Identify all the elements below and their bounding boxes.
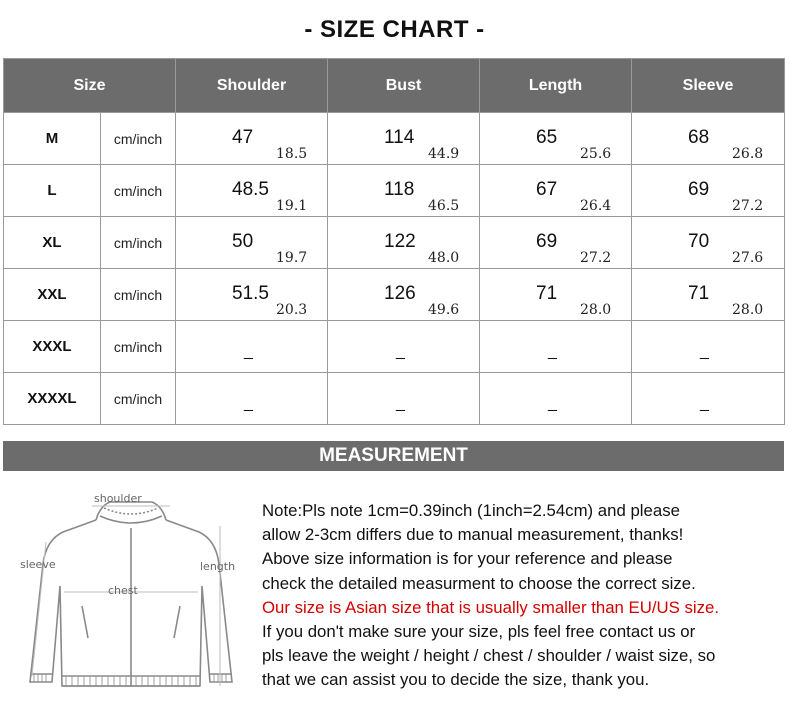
label-sleeve: sleeve bbox=[20, 558, 56, 571]
cm-value: 69 bbox=[688, 179, 710, 200]
table-row bbox=[4, 269, 785, 321]
inch-value: 18.5 bbox=[276, 146, 308, 162]
cm-value: 114 bbox=[384, 127, 415, 148]
bust-cell bbox=[328, 165, 480, 217]
table-row bbox=[4, 165, 785, 217]
page-title: - SIZE CHART - bbox=[304, 16, 485, 43]
length-cell bbox=[480, 321, 632, 373]
empty-value: _ bbox=[396, 343, 405, 360]
inch-value: 28.0 bbox=[732, 302, 764, 318]
cm-value: 65 bbox=[536, 127, 558, 148]
label-shoulder: shoulder bbox=[94, 492, 142, 505]
shoulder-cell bbox=[176, 165, 328, 217]
note-line: allow 2-3cm differs due to manual measurement, thanks! bbox=[262, 525, 684, 545]
inch-value: 44.9 bbox=[428, 146, 460, 162]
sleeve-cell bbox=[632, 269, 785, 321]
label-length: length bbox=[200, 560, 236, 573]
note-line: If you don't make sure your size, pls feel free contact us or bbox=[262, 622, 696, 642]
table-row bbox=[4, 217, 785, 269]
size-label: XXL bbox=[4, 269, 101, 321]
size-label: L bbox=[4, 165, 101, 217]
table-row bbox=[4, 321, 785, 373]
inch-value: 20.3 bbox=[276, 302, 308, 318]
unit-label: cm/inch bbox=[101, 165, 176, 217]
unit-label: cm/inch bbox=[101, 269, 176, 321]
table-row bbox=[4, 113, 785, 165]
unit-label: cm/inch bbox=[101, 113, 176, 165]
size-label: XL bbox=[4, 217, 101, 269]
note-line: that we can assist you to decide the size, thank you. bbox=[262, 670, 650, 690]
inch-value: 26.4 bbox=[580, 198, 612, 214]
inch-value: 48.0 bbox=[428, 250, 460, 266]
empty-value: _ bbox=[548, 343, 557, 360]
empty-value: _ bbox=[396, 395, 405, 412]
inch-value: 27.6 bbox=[732, 250, 764, 266]
sleeve-cell bbox=[632, 113, 785, 165]
size-label: M bbox=[4, 113, 101, 165]
cm-value: 71 bbox=[536, 283, 558, 304]
cm-value: 118 bbox=[384, 179, 415, 200]
cm-value: 71 bbox=[688, 283, 710, 304]
cm-value: 122 bbox=[384, 231, 416, 252]
unit-label: cm/inch bbox=[101, 217, 176, 269]
cm-value: 47 bbox=[232, 127, 254, 148]
bust-cell bbox=[328, 217, 480, 269]
note-line: pls leave the weight / height / chest / shoulder / waist size, so bbox=[262, 646, 716, 666]
asian-size-warning: Our size is Asian size that is usually smaller than EU/US size. bbox=[262, 597, 719, 617]
label-chest: chest bbox=[108, 584, 138, 597]
table-row bbox=[4, 373, 785, 425]
sleeve-cell bbox=[632, 321, 785, 373]
inch-value: 49.6 bbox=[428, 302, 460, 318]
header-size: Size bbox=[4, 59, 176, 113]
bust-cell bbox=[328, 321, 480, 373]
cm-value: 69 bbox=[536, 231, 558, 252]
inch-value: 25.6 bbox=[580, 146, 612, 162]
note-line: Above size information is for your reference and please bbox=[262, 549, 673, 569]
inch-value: 27.2 bbox=[732, 198, 764, 214]
empty-value: _ bbox=[700, 395, 709, 412]
bust-cell bbox=[328, 269, 480, 321]
measurement-heading: MEASUREMENT bbox=[3, 441, 784, 471]
empty-value: _ bbox=[244, 395, 253, 412]
measurement-note bbox=[262, 499, 780, 693]
size-label: XXXL bbox=[4, 321, 101, 373]
empty-value: _ bbox=[700, 343, 709, 360]
cm-value: 51.5 bbox=[232, 283, 269, 304]
inch-value: 46.5 bbox=[428, 198, 460, 214]
note-line: check the detailed measurment to choose the correct size. bbox=[262, 573, 696, 593]
bust-cell bbox=[328, 113, 480, 165]
sleeve-cell bbox=[632, 217, 785, 269]
size-label: XXXXL bbox=[4, 373, 101, 425]
unit-label: cm/inch bbox=[101, 373, 176, 425]
length-cell bbox=[480, 113, 632, 165]
length-cell bbox=[480, 217, 632, 269]
bust-cell bbox=[328, 373, 480, 425]
table-header-row bbox=[4, 59, 785, 113]
shoulder-cell bbox=[176, 217, 328, 269]
cm-value: 126 bbox=[384, 283, 416, 304]
header-length: Length bbox=[480, 59, 632, 113]
cm-value: 68 bbox=[688, 127, 710, 148]
sleeve-cell bbox=[632, 165, 785, 217]
shoulder-cell bbox=[176, 269, 328, 321]
inch-value: 19.1 bbox=[276, 198, 308, 214]
inch-value: 26.8 bbox=[732, 146, 764, 162]
shoulder-cell bbox=[176, 373, 328, 425]
shoulder-cell bbox=[176, 321, 328, 373]
unit-label: cm/inch bbox=[101, 321, 176, 373]
length-cell bbox=[480, 373, 632, 425]
shoulder-cell bbox=[176, 113, 328, 165]
header-bust: Bust bbox=[328, 59, 480, 113]
inch-value: 19.7 bbox=[276, 250, 308, 266]
jacket-diagram bbox=[8, 486, 253, 708]
size-chart-table bbox=[3, 58, 785, 425]
inch-value: 27.2 bbox=[580, 250, 612, 266]
cm-value: 48.5 bbox=[232, 179, 269, 200]
header-shoulder: Shoulder bbox=[176, 59, 328, 113]
note-line: Note:Pls note 1cm=0.39inch (1inch=2.54cm) and please bbox=[262, 501, 680, 520]
cm-value: 50 bbox=[232, 231, 254, 252]
cm-value: 70 bbox=[688, 231, 710, 252]
length-cell bbox=[480, 269, 632, 321]
cm-value: 67 bbox=[536, 179, 558, 200]
inch-value: 28.0 bbox=[580, 302, 612, 318]
sleeve-cell bbox=[632, 373, 785, 425]
empty-value: _ bbox=[244, 343, 253, 360]
header-sleeve: Sleeve bbox=[632, 59, 785, 113]
empty-value: _ bbox=[548, 395, 557, 412]
length-cell bbox=[480, 165, 632, 217]
